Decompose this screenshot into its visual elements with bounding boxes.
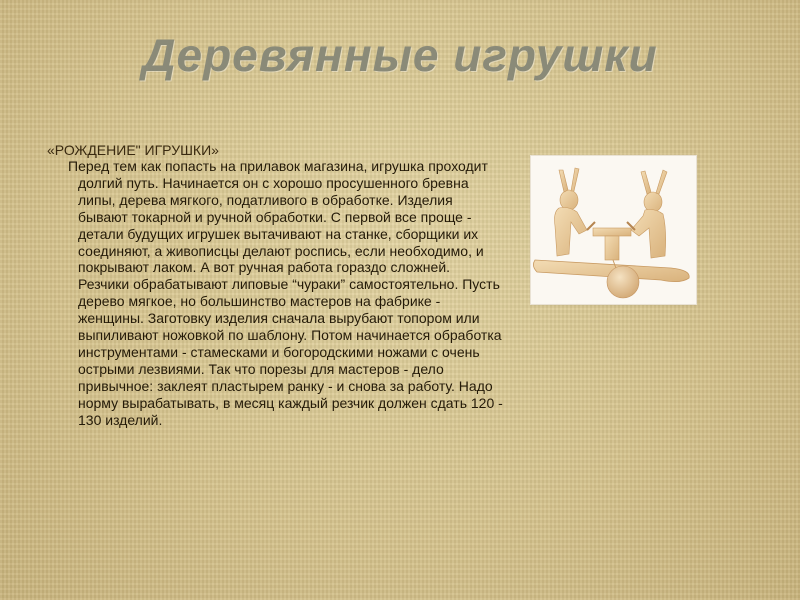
slide-title: Деревянные игрушки [142, 29, 658, 81]
section-heading: «РОЖДЕНИЕ" ИГРУШКИ» [47, 142, 219, 158]
wooden-toy-photo-icon [531, 156, 696, 304]
wooden-toy-photo [530, 155, 697, 305]
body-paragraph: Перед тем как попасть на прилавок магазина, игрушка проходит долгий путь. Начинается он с хорошо просушенного бревна липы, дерева мягкого, податливого в обработке. Изделия бывают токарной и ручной обработки. С первой все проще - детали будущих игрушек вытачивают на станке, сборщики их соединяют, а живописцы делают роспись, если необходимо, и покрывают лаком. А вот ручная работа гораздо сложней. Резчики обрабатывают липовые “чураки” самостоятельно. Пусть дерево мягкое, но большинство мастеров на фабрике - женщины. Заготовку изделия сначала вырубают топором или выпиливают ножовкой по шаблону. Потом начинается обработка инструментами - стамесками и богородскими ножами с очень острыми лезвиями. Так что порезы для мастеров - дело привычное: заклеят пластырем ранку - и снова за работу. Надо норму вырабатывать, в месяц каждый резчик должен сдать 120 - 130 изделий. [68, 158, 503, 428]
